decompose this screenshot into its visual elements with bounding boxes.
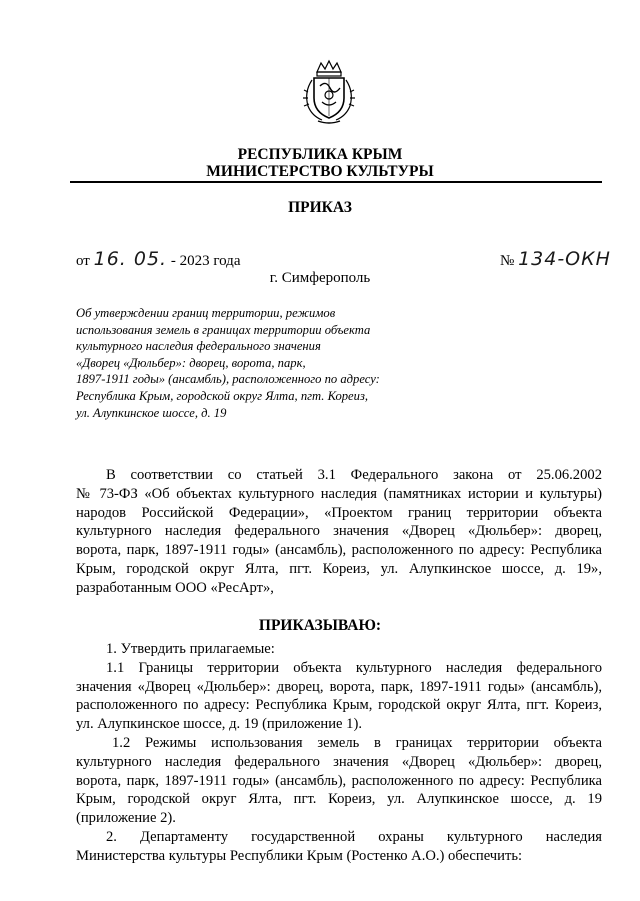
preamble-paragraph	[76, 466, 602, 598]
date-prefix: от	[76, 253, 90, 269]
document-type-title: ПРИКАЗ	[288, 199, 352, 216]
subject-line: Республика Крым, городской округ Ялта, пгт. Кореиз,	[76, 388, 369, 403]
item-1-1-line: расположенного по адресу: Республика Крым, городской округ Ялта, пгт. Кореиз,	[76, 697, 602, 714]
item-1-2-line: 1.2 Режимы использования земель в границах территории объекта	[112, 734, 602, 751]
item-1-2-line: культурного наследия федерального значения «Дворец «Дюльбер»: дворец,	[76, 753, 602, 770]
item-1-1-line: значения «Дворец «Дюльбер»: дворец, ворота, парк, 1897-1911 годы» (ансамбль),	[76, 678, 602, 695]
item-1-2-line: (приложение 2).	[76, 810, 176, 827]
order-date	[76, 248, 240, 270]
number-prefix: №	[500, 253, 515, 269]
text-line: № 73-ФЗ «Об объектах культурного наследия (памятниках истории и культуры)	[76, 485, 602, 502]
text-line: Крым, городской округ Ялта, пгт. Кореиз, ул. Алупкинское шоссе, д. 19»,	[76, 560, 602, 577]
text-line: разработанным ООО «РесАрт»,	[76, 579, 274, 596]
item-2-line: 2. Департаменту государственной охраны культурного наследия	[106, 828, 602, 845]
subject-line: ул. Алупкинское шоссе, д. 19	[76, 405, 227, 420]
text-line: культурного наследия федерального значения «Дворец «Дюльбер»: дворец,	[76, 523, 602, 540]
item-1-1-line: ул. Алупкинское шоссе, д. 19 (приложение 1).	[76, 716, 362, 733]
date-year: - 2023 года	[170, 253, 241, 269]
item-2-line: Министерства культуры Республики Крым (Ростенко А.О.) обеспечить:	[76, 847, 523, 864]
order-items	[76, 640, 602, 866]
item-1-line: 1. Утвердить прилагаемые:	[106, 641, 275, 657]
order-number	[500, 248, 611, 270]
republic-title: РЕСПУБЛИКА КРЫМ	[237, 146, 403, 163]
text-line: народов Российской Федерации», «Проектом границ территории объекта	[76, 504, 602, 521]
item-1-2-line: ворота, парк, 1897-1911 годы» (ансамбль), расположенного по адресу: Республика	[76, 772, 602, 789]
handwritten-date: 16. 05.	[93, 248, 168, 270]
handwritten-number: 134-ОКН	[518, 248, 611, 270]
text-line: ворота, парк, 1897-1911 годы» (ансамбль), расположенного по адресу: Республика	[76, 542, 602, 559]
subject-line: 1897-1911 годы» (ансамбль), расположенного по адресу:	[76, 372, 380, 387]
subject-line: использования земель в границах территории объекта	[76, 322, 371, 337]
ministry-title: МИНИСТЕРСТВО КУЛЬТУРЫ	[206, 163, 434, 180]
item-1-2-line: Крым, городской округ Ялта, пгт. Кореиз, ул. Алупкинское шоссе, д. 19	[76, 791, 602, 808]
order-directive: ПРИКАЗЫВАЮ:	[258, 617, 382, 634]
item-1-1-line: 1.1 Границы территории объекта культурного наследия федерального	[106, 659, 602, 676]
city-name: г. Симферополь	[269, 270, 371, 286]
order-subject	[76, 305, 406, 421]
subject-line: «Дворец «Дюльбер»: дворец, ворота, парк,	[76, 355, 306, 370]
coat-of-arms-emblem	[300, 58, 358, 126]
subject-line: культурного наследия федерального значения	[76, 339, 321, 354]
text-line: В соответствии со статьей 3.1 Федерального закона от 25.06.2002	[106, 467, 602, 483]
header-divider	[70, 181, 602, 183]
subject-line: Об утверждении границ территории, режимов	[76, 306, 336, 320]
